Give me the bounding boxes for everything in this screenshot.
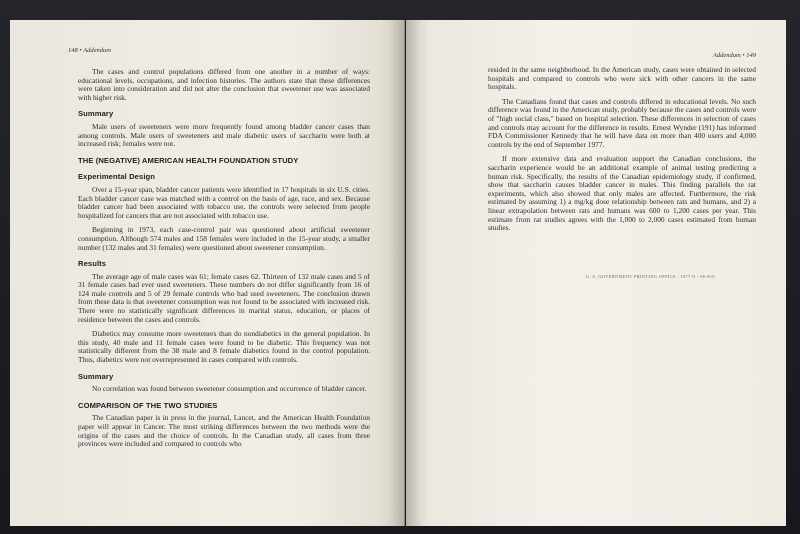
left-paragraph: Diabetics may consume more sweeteners than do nondiabetics in the general population. In this study, 40 male and 11 female cases were found to be diabetic. This frequency was not statistically different from the 38 male and 8 female diabetics found in the control population. Thus, diabetics were not overrepresented in cases compared with controls.: [78, 329, 370, 365]
right-page: [406, 20, 786, 526]
left-page: [10, 20, 405, 526]
printing-office-imprint: U. S. GOVERNMENT PRINTING OFFICE : 1977 O - 96-910: [586, 274, 715, 279]
left-heading: Summary: [78, 371, 114, 381]
left-paragraph: Beginning in 1973, each case-control pair was questioned about artificial sweetener consumption. Although 574 males and 158 females were included in the 15-year study, a smaller number (132 males and 31 females) were questioned about sweetener consumption.: [78, 225, 370, 252]
left-paragraph: Over a 15-year span, bladder cancer patients were identified in 17 hospitals in six U.S. cities. Each bladder cancer case was matched with a control on the basis of age, race, and sex. Because bladder cancer had been associated with tobacco use, the controls were selected from people hospitalized for cancers that are not associated with tobacco use.: [78, 184, 370, 220]
left-paragraph: The Canadian paper is in press in the journal, Lancet, and the American Health Foundation paper will appear in Cancer. The most striking differences between the two methods were the origins of the cases and the choice of controls. In the Canadian study, all cases from three provinces were included and compared to controls who: [78, 413, 370, 449]
right-running-head: Addendum • 149: [712, 52, 756, 59]
book-spread: [10, 20, 786, 526]
right-paragraph: The Canadians found that cases and controls differed in educational levels. No such difference was found in the American study, probably because the cases and controls were of "high social class," based on hospital selection. These differences in selection of cases and controls may account for the difference in results. Ernest Wynder (191) has informed FDA Commissioner Kennedy that he will have data on more than 400 users and 4,000 controls by the end of September 1977.: [488, 96, 756, 149]
left-text-column: [78, 68, 370, 455]
right-text-column: [488, 66, 756, 239]
left-heading: Experimental Design: [78, 172, 156, 182]
left-heading: Summary: [78, 109, 114, 119]
left-paragraph: Male users of sweeteners were more frequently found among bladder cancer cases than among controls. Male users of sweeteners and male diabetic users of saccharin were both at increased risk; females were not.: [78, 121, 370, 149]
gutter-shadow: [390, 20, 420, 526]
left-heading: COMPARISON OF THE TWO STUDIES: [78, 400, 218, 410]
left-heading: THE (NEGATIVE) AMERICAN HEALTH FOUNDATION STUDY: [78, 155, 299, 165]
left-paragraph: The cases and control populations differed from one another in a number of ways: educational levels, occupations, and infection histories. The authors state that these differences were taken into consideration and did not alter the conclusion that sweetener use was associated with higher risk.: [78, 67, 370, 102]
left-paragraph: No correlation was found between sweetener consumption and occurrence of bladder cancer.: [92, 384, 367, 394]
left-paragraph: The average age of male cases was 61; female cases 62. Thirteen of 132 male cases and 5 of 31 female cases had ever used sweeteners. These numbers do not differ significantly from 16 of 124 male controls and 5 of 29 female controls who had used sweeteners. The conclusion drawn from these data is that sweetener consumption was not found to be associated with increased risk. There were no statistically significant differences in marital status, education, or places of residence between the cases and controls.: [78, 271, 370, 324]
left-running-head: 148 • Addendum: [68, 47, 111, 54]
right-paragraph: resided in the same neighborhood. In the American study, cases were obtained in selected hospitals and compared to controls who were sick with other cancers in the same hospitals.: [488, 65, 756, 92]
right-paragraph: If more extensive data and evaluation support the Canadian conclusions, the saccharin experience would be an additional example of animal testing predicting a human risk. Specifically, the results of the Canadian epidemiology study, if confirmed, show that saccharin causes bladder cancer in males. This finding parallels the rat experiments, which also showed that only males are affected. Furthermore, the risk estimated by assuming 1) a mg/kg dose relationship between rats and humans, and 2) a linear extrapolation between rats and humans was 600 to 1,200 cases per year. This estimate from rat studies agrees with the 1,000 to 2,000 cases estimated from human studies.: [488, 154, 756, 233]
left-heading: Results: [78, 259, 107, 269]
